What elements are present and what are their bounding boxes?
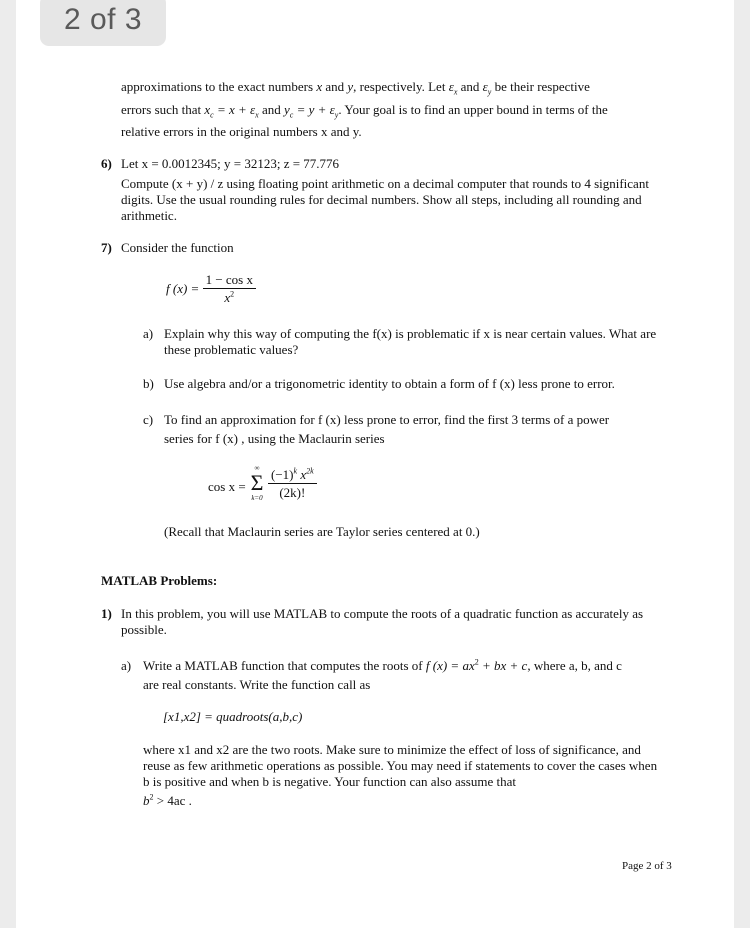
question-7c-label: c) [143, 412, 154, 427]
matlab-1a-label: a) [121, 658, 132, 673]
function-equation: f (x) = $\frac{\text{1 − cos x}}{x^2}$ [166, 272, 256, 305]
question-7c-text-1: To find an approximation for f (x) less prone to error, find the first 3 terms of a power [164, 412, 610, 427]
summation: ∞ Σ k=0 [250, 464, 264, 502]
question-6-number: 6) [101, 156, 112, 171]
question-7b-text: Use algebra and/or a trigonometric identity to obtain a form of f (x) less prone to error. [164, 376, 615, 391]
question-6-givens: Let x = 0.0012345; y = 32123; z = 77.776 [121, 156, 340, 171]
page-counter-badge: 2 of 3 [40, 0, 166, 46]
question-6-body: Compute (x + y) / z using floating point arithmetic on a decimal computer that rounds to 4 significant digits. Use the usual rounding rules for decimal numbers. Show all steps, including all rounding and arithmetic. [121, 176, 649, 223]
question-7a-label: a) [143, 326, 154, 341]
matlab-1a-line-1: Write a MATLAB function that computes the roots of f $(x) = ax^2$ + bx + c, where a, b, and c [143, 657, 622, 673]
cos-series-fraction: $\frac{(-1)^k x^{2k}}{(2k)!}$ [268, 467, 317, 500]
intro-line-1: approximations to the exact numbers x and y, respectively. Let $\varepsilon_x$ and $\varepsilon_y$ be their respective [121, 79, 590, 97]
matlab-heading: MATLAB Problems: [101, 573, 218, 588]
intro-line-3: relative errors in the original numbers x and y. [121, 124, 362, 139]
function-fraction: $\frac{\text{1 − cos x}}{x^2}$ [203, 272, 256, 305]
intro-line-2: errors such that $x_c = x + \varepsilon_x$ and $y_c = y + \varepsilon_y$. Your goal is to find an upper bound in terms of the [121, 102, 608, 120]
question-7b-label: b) [143, 376, 154, 391]
question-7a-text: Explain why this way of computing the f(x) is problematic if x is near certain values. What are these problematic values? [164, 326, 657, 357]
page-footer: Page 2 of 3 [622, 860, 672, 872]
function-call-signature: [x1,x2] = quadroots(a,b,c) [163, 709, 303, 724]
matlab-1a-line-2: are real constants. Write the function call as [143, 677, 371, 692]
matlab-1a-paragraph: where x1 and x2 are the two roots. Make sure to minimize the effect of loss of significance, and reuse as few arithmetic operations as possible. You may need if statements to cover the cases when b is positive and when b is negative. Your function can also assume that [143, 742, 658, 789]
question-7c-text-2: series for f (x) , using the Maclaurin series [164, 431, 385, 446]
recall-note: (Recall that Maclaurin series are Taylor series centered at 0.) [164, 524, 480, 539]
matlab-problem-1-number: 1) [101, 606, 112, 621]
matlab-problem-1-text: In this problem, you will use MATLAB to compute the roots of a quadratic function as accurately as possible. [121, 606, 644, 637]
question-7-number: 7) [101, 240, 112, 255]
condition-inequality: $b^2 > 4ac$ . [143, 792, 192, 808]
cos-lhs: cos x = [208, 479, 246, 494]
question-7-intro: Consider the function [121, 240, 234, 255]
